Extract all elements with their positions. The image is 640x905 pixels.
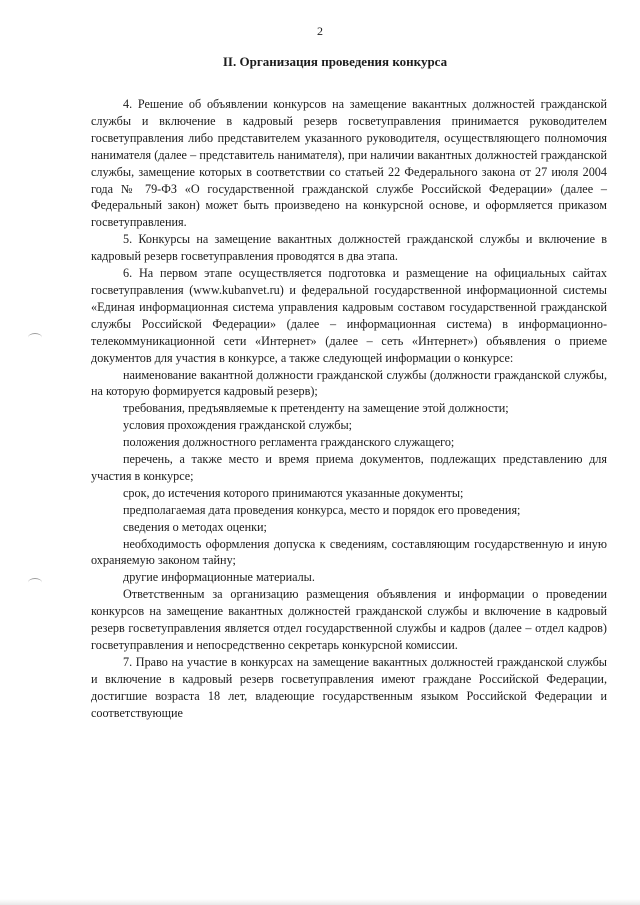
list-item-assessment-methods: сведения о методах оценки; xyxy=(123,519,267,534)
list-item-requirements: требования, предъявляемые к претенденту на замещение этой должности; xyxy=(123,401,509,416)
section-title: II. Организация проведения конкурса xyxy=(222,54,448,69)
list-item-deadline: срок, до истечения которого принимаются указанные документы; xyxy=(123,485,464,500)
paragraph-6: 6. На первом этапе осуществляется подготовка и размещение на официальных сайтах госветуправления (www.kubanvet.ru) и федеральной государственной информационной системы «Единая информационная система управления кадровым составом государственной гражданской службы Российской Федерации» (далее – информационная система) в информационно-телекоммуникационной сети «Интернет» (далее – сеть «Интернет») объявления о приеме документов для участия в конкурсе, а также следующей информации о конкурсе: xyxy=(91,266,607,365)
paragraph-4: 4. Решение об объявлении конкурсов на замещение вакантных должностей гражданской службы и включение в кадровый резерв госветуправления принимается руководителем госветуправления либо представителем указанного руководителя, осуществляющего полномочия нанимателя (далее – представитель нанимателя), при наличии вакантных должностей гражданской службы, замещение которых в соответствии со статьей 22 Федерального закона от 27 июля 2004 года № 79-ФЗ «О государственной гражданской службе Российской Федерации» (далее – Федеральный закон) может быть произведено на конкурсной основе, и оформляется приказом госветуправления. xyxy=(91,97,607,230)
punch-hole-mark xyxy=(28,333,42,342)
document-body xyxy=(91,96,607,722)
punch-hole-mark xyxy=(28,578,42,587)
paragraph-7: 7. Право на участие в конкурсах на замещение вакантных должностей гражданской службы и включение в кадровый резерв госветуправления имеют граждане Российской Федерации, достигшие возраста 18 лет, владеющие государственным языком Российской Федерации и соответствующие xyxy=(91,654,607,720)
list-item-other-materials: другие информационные материалы. xyxy=(123,570,315,585)
list-item-clearance: необходимость оформления допуска к сведениям, составляющим государственную и иную охраняемую законом тайну; xyxy=(91,536,607,568)
list-item-job-regulations: положения должностного регламента гражданского служащего; xyxy=(123,435,455,450)
paragraph-5: 5. Конкурсы на замещение вакантных должностей гражданской службы и включение в кадровый резерв госветуправления проводятся в два этапа. xyxy=(91,232,607,264)
paragraph-responsible: Ответственным за организацию размещения объявления и информации о проведении конкурсов на замещение вакантных должностей гражданской службы и включение в кадровый резерв госветуправления является отдел государственной службы и кадров (далее – отдел кадров) госветуправления и непосредственно секретарь конкурсной комиссии. xyxy=(91,587,607,652)
list-item-service-conditions: условия прохождения гражданской службы; xyxy=(123,418,353,433)
scan-bottom-edge xyxy=(0,899,640,905)
page-number: 2 xyxy=(317,24,323,38)
list-item-documents-list: перечень, а также место и время приема документов, подлежащих представлению для участия в конкурсе; xyxy=(91,452,607,483)
list-item-contest-date: предполагаемая дата проведения конкурса, место и порядок его проведения; xyxy=(123,502,521,517)
list-item-position-name: наименование вакантной должности гражданской службы (должности гражданской службы, на которую формируется кадровый резерв); xyxy=(91,367,607,399)
